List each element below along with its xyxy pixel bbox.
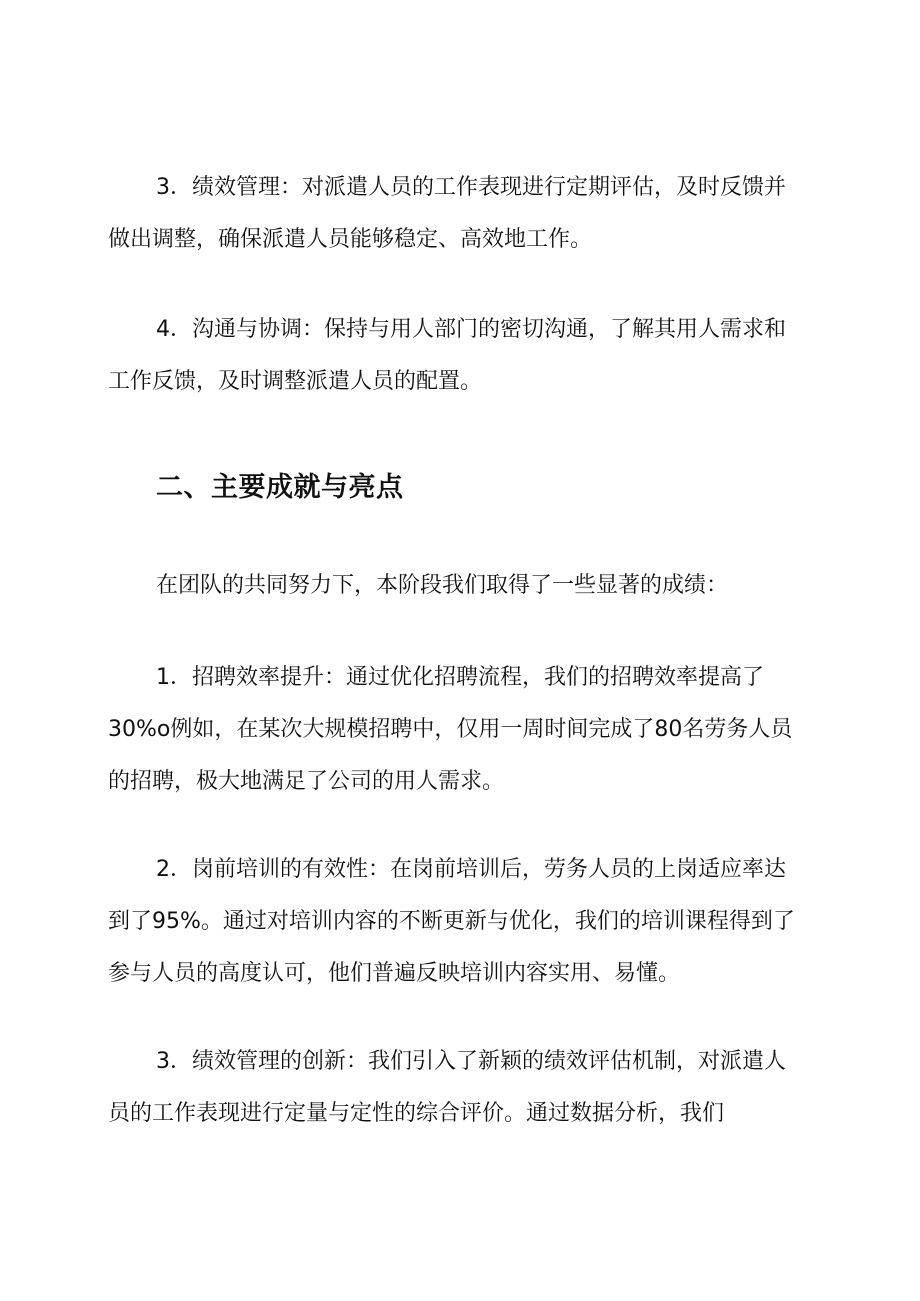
paragraph-line: 工作反馈，及时调整派遣人员的配置。 xyxy=(108,369,483,394)
paragraph-line: 在团队的共同努力下，本阶段我们取得了一些显著的成绩： xyxy=(156,573,729,598)
paragraph-line: 3．绩效管理的创新：我们引入了新颖的绩效评估机制，对派遣人 xyxy=(156,1049,786,1074)
paragraph-line: 1．招聘效率提升：通过优化招聘流程，我们的招聘效率提高了 xyxy=(156,665,764,690)
paragraph-line: 到了95%。通过对培训内容的不断更新与优化，我们的培训课程得到了 xyxy=(108,909,795,934)
paragraph-recruitment-efficiency xyxy=(108,652,820,808)
paragraph-line: 做出调整，确保派遣人员能够稳定、高效地工作。 xyxy=(108,227,593,252)
paragraph-performance-management xyxy=(108,162,820,266)
paragraph-line: 4．沟通与协调：保持与用人部门的密切沟通，了解其用人需求和 xyxy=(156,317,786,342)
paragraph-performance-innovation xyxy=(108,1036,820,1140)
paragraph-intro xyxy=(108,560,820,612)
paragraph-line: 3．绩效管理：对派遣人员的工作表现进行定期评估，及时反馈并 xyxy=(156,175,786,200)
paragraph-line: 30%o例如，在某次大规模招聘中，仅用一周时间完成了80名劳务人员 xyxy=(108,717,793,742)
section-heading-achievements: 二、主要成就与亮点 xyxy=(156,472,404,503)
paragraph-line: 参与人员的高度认可，他们普遍反映培训内容实用、易懂。 xyxy=(108,961,681,986)
paragraph-pre-job-training xyxy=(108,844,820,1000)
paragraph-line: 的招聘，极大地满足了公司的用人需求。 xyxy=(108,769,505,794)
paragraph-communication xyxy=(108,304,820,408)
paragraph-line: 员的工作表现进行定量与定性的综合评价。通过数据分析，我们 xyxy=(108,1101,725,1126)
paragraph-line: 2．岗前培训的有效性：在岗前培训后，劳务人员的上岗适应率达 xyxy=(156,857,786,882)
